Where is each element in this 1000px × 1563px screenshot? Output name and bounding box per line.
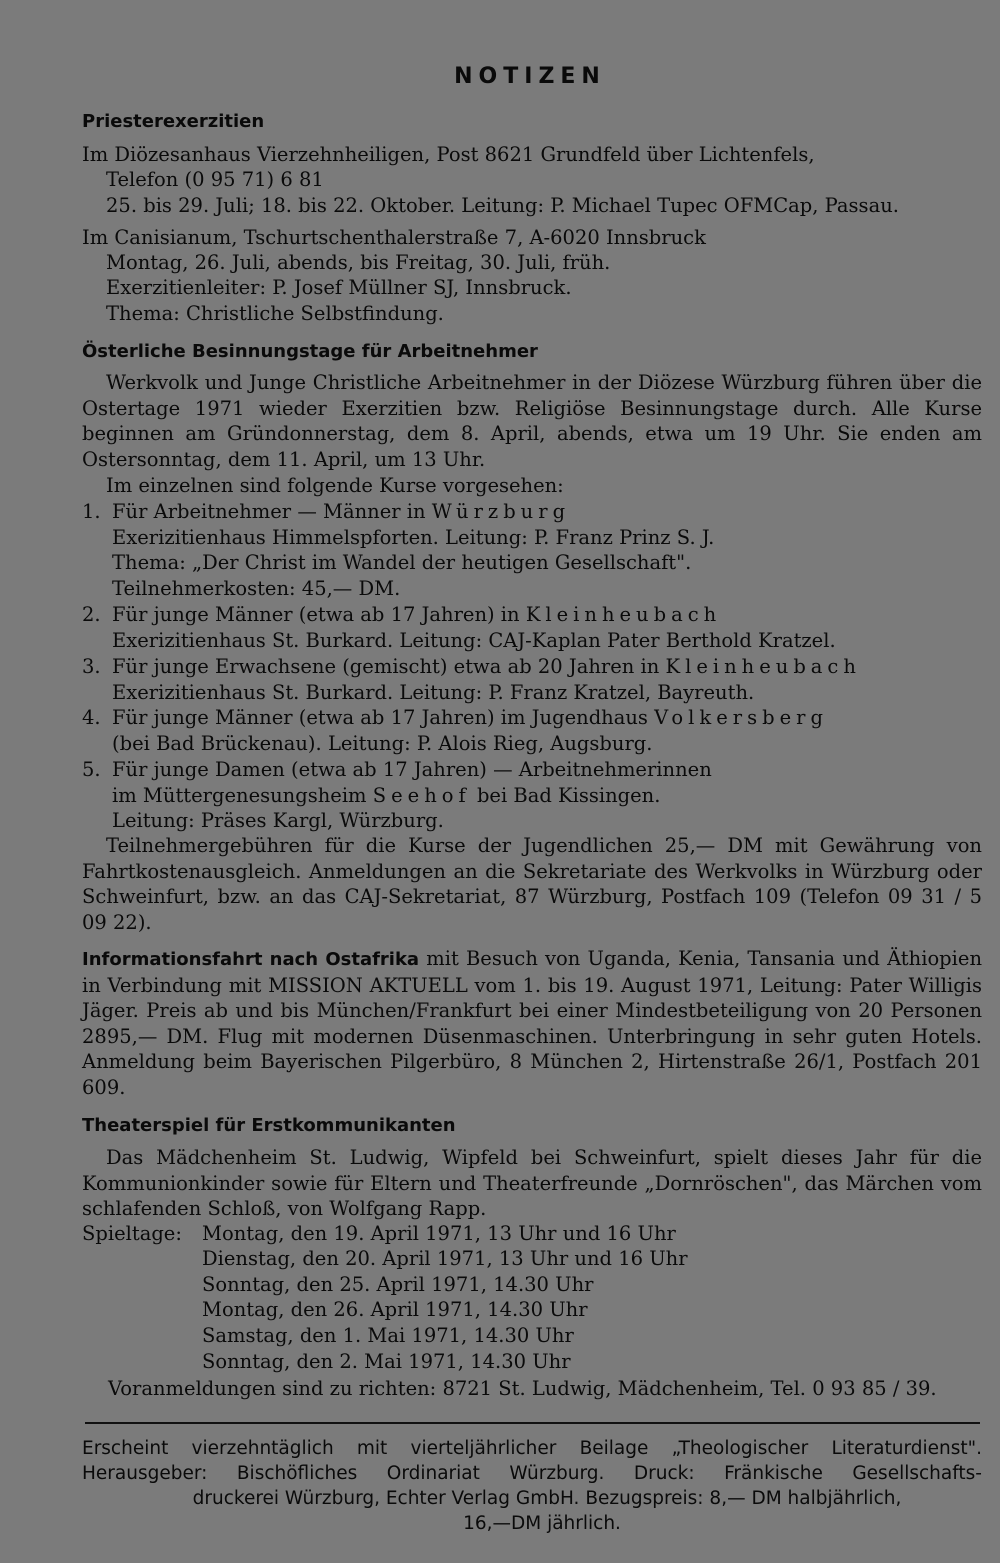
heading-theaterspiel: Theaterspiel für Erstkommunikanten [82,1115,456,1136]
course-1-line: Für Arbeitnehmer — Männer in Würzburg [112,500,571,523]
course-5-line: Für junge Damen (etwa ab 17 Jahren) — Arbeitnehmerinnen [112,758,712,781]
course-1-line: Exerizitienhaus Himmelspforten. Leitung: P. Franz Prinz S. J. [112,526,715,549]
spieltag-date: Sonntag, den 2. Mai 1971, 14.30 Uhr [202,1350,571,1373]
course-1-line: Teilnehmerkosten: 45,— DM. [112,577,401,600]
course-place: Volkersberg [654,706,828,729]
s3-paragraph: Informationsfahrt nach Ostafrika mit Besuch von Uganda, Kenia, Tansania und Äthiopien in Verbindung mit MISSION AKTUELL vom 1. bis 19. August 1971, Leitung: Pater Willigis Jäger. Preis ab und bis München/Frankfurt bei einer Mindestbeteiligung von 20 Personen 2895,— DM. Flug mit modernen Düsenmaschinen. Unterbringung in sehr guten Hotels. Anmeldung beim Bayerischen Pilgerbüro, 8 München 2, Hirtenstraße 26/1, Postfach 201 609. [82,947,982,1099]
course-5-line: Leitung: Präses Kargl, Würzburg. [112,809,444,832]
s1-line: Im Diözesanhaus Vierzehnheiligen, Post 8621 Grundfeld über Lichtenfels, [82,143,815,166]
course-1-line: Thema: „Der Christ im Wandel der heutigen Gesellschaft". [112,551,692,574]
s2-paragraph: Werkvolk und Junge Christliche Arbeitnehmer in der Diözese Würzburg führen über die Ostertage 1971 wieder Exerzitien bzw. Religiöse Besinnungstage durch. Alle Kurse beginnen am Gründonnerstag, dem 8. April, abends, etwa um 19 Uhr. Sie enden am Ostersonntag, dem 11. April, um 13 Uhr. [82,371,982,471]
spieltag-date: Montag, den 19. April 1971, 13 Uhr und 16 Uhr [202,1222,676,1245]
course-2-line: Exerizitienhaus St. Burkard. Leitung: CAJ-Kaplan Pater Berthold Kratzel. [112,629,836,652]
s1-line: Exerzitienleiter: P. Josef Müllner SJ, Innsbruck. [106,276,572,299]
spieltag-date: Montag, den 26. April 1971, 14.30 Uhr [202,1298,588,1321]
s4-paragraph: Das Mädchenheim St. Ludwig, Wipfeld bei Schweinfurt, spielt dieses Jahr für die Kommunionkinder sowie für Eltern und Theaterfreunde „Dornröschen", das Märchen vom schlafenden Schloß, von Wolfgang Rapp. [82,1146,982,1220]
s2-intro: Im einzelnen sind folgende Kurse vorgesehen: [106,474,564,497]
footer-line: druckerei Würzburg, Echter Verlag GmbH. Bezugspreis: 8,— DM halbjährlich, [192,1488,902,1509]
voranmeldung-note: Voranmeldungen sind zu richten: 8721 St. Ludwig, Mädchenheim, Tel. 0 93 85 / 39. [108,1377,937,1400]
course-number: 3. [82,655,101,678]
page-title: NOTIZEN [454,64,606,89]
heading-priesterexerzitien: Priesterexerzitien [82,111,265,132]
course-number: 1. [82,500,101,523]
footer-line: 16,—DM jährlich. [463,1513,621,1534]
course-4-line: Für junge Männer (etwa ab 17 Jahren) im Jugendhaus Volkersberg [112,706,828,729]
s1-line: Im Canisianum, Tschurtschenthalerstraße 7, A-6020 Innsbruck [82,226,706,249]
spieltage-label: Spieltage: [82,1222,182,1245]
spieltag-date: Samstag, den 1. Mai 1971, 14.30 Uhr [202,1324,574,1347]
s1-line: 25. bis 29. Juli; 18. bis 22. Oktober. Leitung: P. Michael Tupec OFMCap, Passau. [106,194,899,217]
course-3-line: Exerizitienhaus St. Burkard. Leitung: P. Franz Kratzel, Bayreuth. [112,681,755,704]
course-place: Kleinheubach [665,655,861,678]
course-place: Kleinheubach [525,603,722,626]
course-number: 2. [82,603,101,626]
course-place: Würzburg [431,500,571,523]
spieltag-date: Sonntag, den 25. April 1971, 14.30 Uhr [202,1273,594,1296]
footer-line: Herausgeber: Bischöfliches Ordinariat Würzburg. Druck: Fränkische Gesellschafts- [82,1463,982,1484]
course-number: 4. [82,706,101,729]
course-2-line: Für junge Männer (etwa ab 17 Jahren) in Kleinheubach [112,603,722,626]
course-place: Seehof [372,784,471,807]
spieltag-date: Dienstag, den 20. April 1971, 13 Uhr und 16 Uhr [202,1247,688,1270]
s1-line: Telefon (0 95 71) 6 81 [106,168,324,191]
footer-divider [85,1422,980,1424]
footer [82,1436,982,1536]
course-3-line: Für junge Erwachsene (gemischt) etwa ab 20 Jahren in Kleinheubach [112,655,861,678]
footer-line: Erscheint vierzehntäglich mit vierteljährlicher Beilage „Theologischer Literaturdienst". [82,1438,982,1459]
s2-fees-paragraph: Teilnehmergebühren für die Kurse der Jugendlichen 25,— DM mit Gewährung von Fahrtkostenausgleich. Anmeldungen an die Sekretariate des Werkvolks in Würzburg oder Schweinfurt, bzw. an das CAJ-Sekretariat, 87 Würzburg, Postfach 109 (Telefon 09 31 / 5 09 22). [82,834,982,934]
course-5-line: im Müttergenesungsheim Seehof bei Bad Kissingen. [112,784,661,807]
s3-lead: Informationsfahrt nach Ostafrika [82,949,420,970]
course-4-line: (bei Bad Brückenau). Leitung: P. Alois Rieg, Augsburg. [112,732,653,755]
s1-line: Montag, 26. Juli, abends, bis Freitag, 30. Juli, früh. [106,251,611,274]
course-number: 5. [82,758,101,781]
s1-line: Thema: Christliche Selbstfindung. [106,302,444,325]
heading-besinnungstage: Österliche Besinnungstage für Arbeitnehmer [82,341,538,362]
